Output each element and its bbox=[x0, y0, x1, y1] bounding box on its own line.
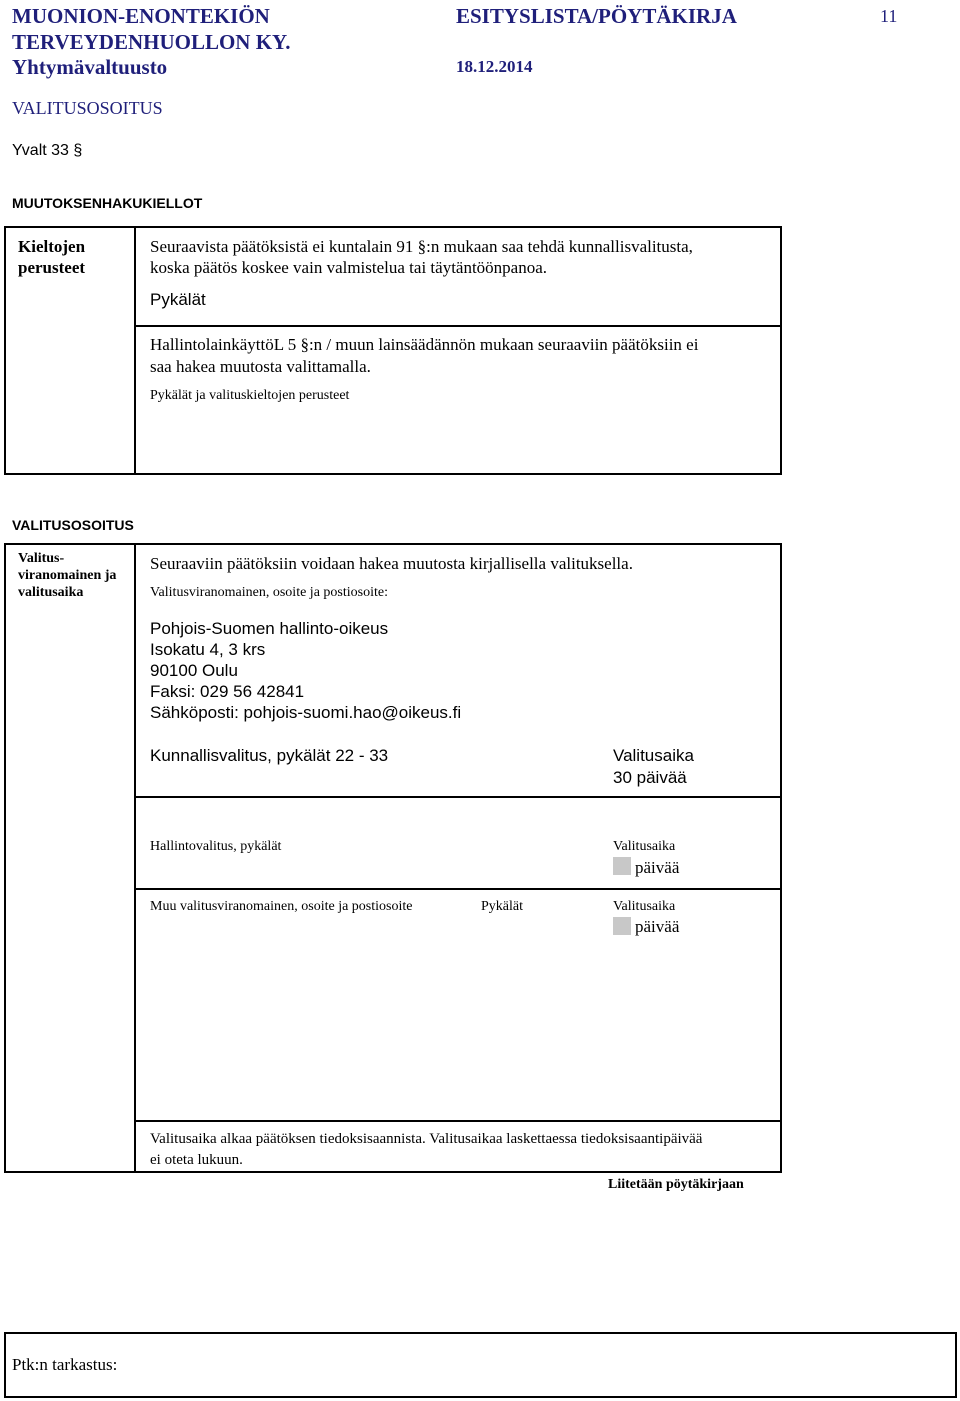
appeal-time-label: Valitusaika bbox=[613, 746, 694, 765]
appeal-time-value: 30 päivää bbox=[613, 768, 687, 787]
meeting-date: 18.12.2014 bbox=[456, 57, 533, 76]
authority-postal: 90100 Oulu bbox=[150, 661, 238, 680]
body-name: Yhtymävaltuusto bbox=[12, 55, 168, 79]
other-days-label: päivää bbox=[635, 917, 680, 936]
authority-email: Sähköposti: pohjois-suomi.hao@oikeus.fi bbox=[150, 703, 462, 722]
attachment-note: Liitetään pöytäkirjaan bbox=[608, 1177, 744, 1192]
other-authority: Muu valitusviranomainen, osoite ja postiosoite bbox=[150, 899, 413, 914]
other-pykalat: Pykälät bbox=[481, 899, 523, 914]
ban-para2-line1: HallintolainkäyttöL 5 §:n / muun lainsäädännön mukaan seuraaviin päätöksiin ei bbox=[150, 335, 699, 354]
authority-fax: Faksi: 029 56 42841 bbox=[150, 682, 305, 701]
appeal-intro: Seuraaviin päätöksiin voidaan hakea muutosta kirjallisella valituksella. bbox=[150, 554, 633, 573]
appeal-row-sep-2 bbox=[135, 888, 781, 890]
doc-type: ESITYSLISTA/PÖYTÄKIRJA bbox=[456, 4, 737, 28]
check-box bbox=[4, 1332, 957, 1398]
ban-label-2: perusteet bbox=[18, 258, 86, 277]
ban-pykalat-perusteet: Pykälät ja valituskieltojen perusteet bbox=[150, 388, 350, 403]
check-box-label: Ptk:n tarkastus: bbox=[12, 1355, 118, 1374]
section-ref: Yvalt 33 § bbox=[12, 142, 83, 159]
ban-label-1: Kieltojen bbox=[18, 237, 86, 256]
org-name-line1: MUONION-ENONTEKIÖN bbox=[12, 4, 270, 28]
ban-divider bbox=[134, 226, 136, 475]
ban-row-separator bbox=[135, 325, 781, 327]
municipal-appeal: Kunnallisvalitus, pykälät 22 - 33 bbox=[150, 746, 389, 765]
ban-para1-line1: Seuraavista päätöksistä ei kuntalain 91 §:n mukaan saa tehdä kunnallisvalitusta, bbox=[150, 237, 693, 256]
admin-appeal: Hallintovalitus, pykälät bbox=[150, 839, 282, 854]
ban-pykalat-label: Pykälät bbox=[150, 290, 206, 309]
authority-name: Pohjois-Suomen hallinto-oikeus bbox=[150, 619, 389, 638]
ban-para1-line2: koska päätös koskee vain valmistelua tai täytäntöönpanoa. bbox=[150, 258, 548, 277]
appeal-label-3: valitusaika bbox=[18, 585, 84, 600]
page-number: 11 bbox=[880, 6, 898, 26]
doc-title: VALITUSOSOITUS bbox=[12, 98, 163, 118]
org-name-line2: TERVEYDENHUOLLON KY. bbox=[12, 30, 291, 54]
ban-para2-line2: saa hakea muutosta valittamalla. bbox=[150, 357, 371, 376]
appeal-footer-line2: ei oteta lukuun. bbox=[150, 1152, 243, 1168]
appeal-heading: VALITUSOSOITUS bbox=[12, 517, 134, 533]
appeal-label-2: viranomainen ja bbox=[18, 568, 117, 583]
authority-street: Isokatu 4, 3 krs bbox=[150, 640, 266, 659]
other-time-label: Valitusaika bbox=[613, 899, 676, 914]
appeal-footer-line1: Valitusaika alkaa päätöksen tiedoksisaannista. Valitusaikaa laskettaessa tiedoksisaantipäivää bbox=[150, 1131, 703, 1147]
admin-days-field bbox=[613, 857, 631, 875]
other-days-field bbox=[613, 917, 631, 935]
appeal-row-sep-3 bbox=[135, 1120, 781, 1122]
appeal-row-sep-1 bbox=[135, 796, 781, 798]
authority-label: Valitusviranomainen, osoite ja postiosoite: bbox=[150, 585, 388, 600]
admin-time-label: Valitusaika bbox=[613, 839, 676, 854]
admin-days-label: päivää bbox=[635, 858, 680, 877]
appeal-label-1: Valitus- bbox=[18, 551, 65, 566]
ban-heading: MUUTOKSENHAKUKIELLOT bbox=[12, 195, 203, 211]
appeal-divider bbox=[134, 543, 136, 1173]
